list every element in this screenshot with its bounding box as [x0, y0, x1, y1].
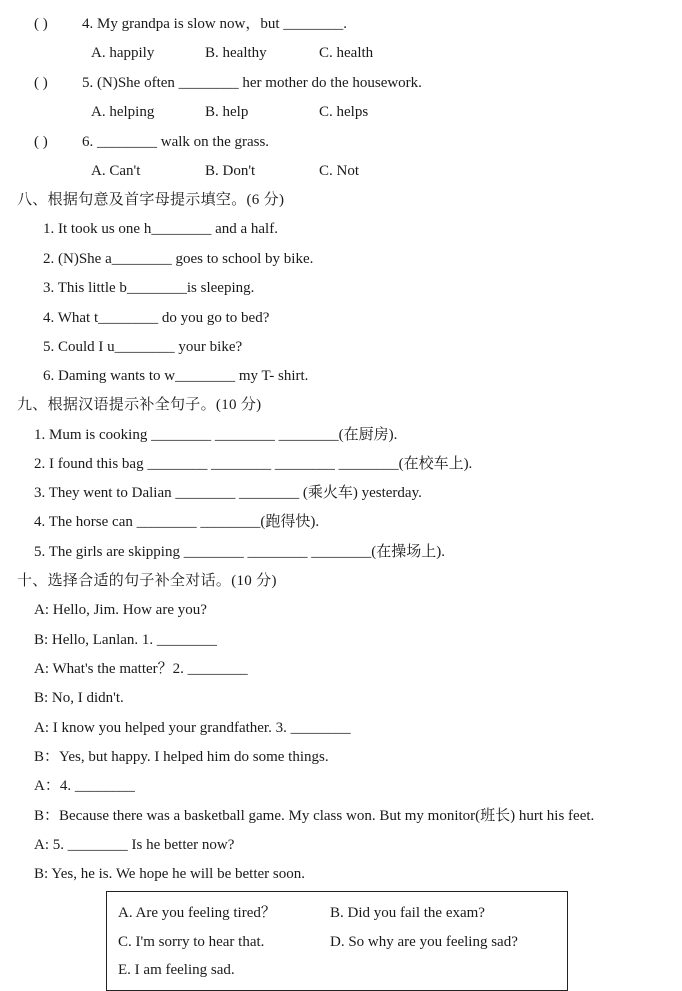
answer-paren[interactable]: ( )	[34, 75, 48, 91]
question-stem: 5. (N)She often ________ her mother do the housework.	[82, 75, 422, 91]
dialogue-line-1: A: Hello, Jim. How are you?	[34, 602, 207, 618]
option-a: A. Can't	[91, 163, 141, 179]
choice-d: D. So why are you feeling sad?	[330, 934, 518, 950]
choice-c: C. I'm sorry to hear that.	[118, 934, 265, 950]
mc-question-4	[34, 14, 347, 34]
dialogue-line-9: A: 5. ________ Is he better now?	[34, 837, 235, 853]
option-b: B. healthy	[205, 45, 267, 61]
choice-a: A. Are you feeling tired？	[118, 905, 276, 921]
fill-item-4: 4. What t________ do you go to bed?	[43, 310, 270, 326]
option-b: B. help	[205, 104, 249, 120]
mc-question-6	[34, 132, 269, 152]
section-9-title: 九、根据汉语提示补全句子。(10 分)	[17, 397, 262, 413]
section-10-title: 十、选择合适的句子补全对话。(10 分)	[17, 573, 277, 589]
fill-item-6: 6. Daming wants to w________ my T- shirt.	[43, 368, 309, 384]
sentence-item-5: 5. The girls are skipping ________ ________ ________(在操场上).	[34, 544, 445, 560]
option-c: C. Not	[319, 163, 360, 179]
sentence-item-4: 4. The horse can ________ ________(跑得快).	[34, 514, 320, 530]
section-8-title: 八、根据句意及首字母提示填空。(6 分)	[17, 192, 285, 208]
choice-b: B. Did you fail the exam?	[330, 905, 485, 921]
answer-paren[interactable]: ( )	[34, 134, 48, 150]
dialogue-line-4: B: No, I didn't.	[34, 690, 124, 706]
choice-e: E. I am feeling sad.	[118, 962, 235, 978]
dialogue-line-10: B: Yes, he is. We hope he will be better soon.	[34, 866, 305, 882]
question-stem: 4. My grandpa is slow now，but ________.	[82, 16, 347, 32]
option-c: C. health	[319, 45, 374, 61]
sentence-item-1: 1. Mum is cooking ________ ________ ________(在厨房).	[34, 427, 398, 443]
fill-item-2: 2. (N)She a________ goes to school by bike.	[43, 251, 314, 267]
option-c: C. helps	[319, 104, 369, 120]
dialogue-line-5: A: I know you helped your grandfather. 3. ________	[34, 720, 351, 736]
fill-item-1: 1. It took us one h________ and a half.	[43, 221, 278, 237]
option-a: A. helping	[91, 104, 155, 120]
dialogue-line-6: B：Yes, but happy. I helped him do some things.	[34, 749, 329, 765]
dialogue-line-7: A：4. ________	[34, 778, 135, 794]
fill-item-5: 5. Could I u________ your bike?	[43, 339, 243, 355]
fill-item-3: 3. This little b________is sleeping.	[43, 280, 255, 296]
answer-paren[interactable]: ( )	[34, 16, 48, 32]
dialogue-line-2: B: Hello, Lanlan. 1. ________	[34, 632, 217, 648]
dialogue-line-3: A: What's the matter？2. ________	[34, 661, 248, 677]
question-stem: 6. ________ walk on the grass.	[82, 134, 270, 150]
option-a: A. happily	[91, 45, 155, 61]
dialogue-line-8: B：Because there was a basketball game. My class won. But my monitor(班长) hurt his feet.	[34, 808, 595, 824]
sentence-item-2: 2. I found this bag ________ ________ ________ ________(在校车上).	[34, 456, 473, 472]
sentence-item-3: 3. They went to Dalian ________ ________ (乘火车) yesterday.	[34, 485, 422, 501]
option-b: B. Don't	[205, 163, 256, 179]
mc-question-5	[34, 73, 422, 93]
